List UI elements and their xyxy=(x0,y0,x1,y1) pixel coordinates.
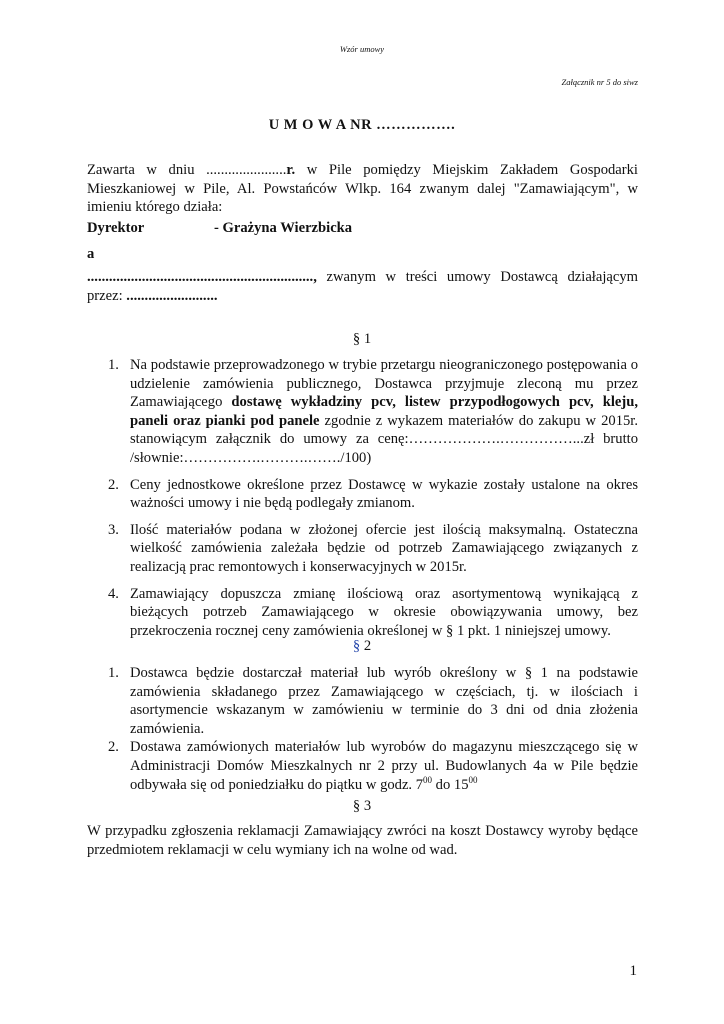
item-number: 1. xyxy=(108,665,119,681)
list-item xyxy=(87,476,638,513)
supplier-text: zwanym w treści umowy Dostawcą działającym przez: xyxy=(87,269,638,304)
item-text-a: Na podstawie przeprowadzonego w trybie przetargu nieograniczonego postępowania o udzielenie zamówienia publicznego, Dostawca przyjmuje zleconą mu przez Zamawiającego xyxy=(130,357,638,411)
contract-title: U M O W A NR ……………. xyxy=(268,117,456,133)
director-line xyxy=(87,219,638,238)
item-text: Dostawca będzie dostarczał materiał lub wyrób określony w § 1 na podstawie zamówienia składanego przez Zamawiającego w częściach, tj. w ilościach i asortymencie wskazanym w zamówieniu w terminie do 3 dni od dnia złożenia zamówienia. xyxy=(130,665,638,737)
section-symbol: § xyxy=(352,638,361,654)
item-text: Ceny jednostkowe określone przez Dostawcę w wykazie zostały ustalone na okres ważności umowy i nie będą podlegały zmianom. xyxy=(130,476,638,512)
intro-paragraph xyxy=(87,161,638,217)
intro-part1: Zawarta w dniu ...................... xyxy=(87,162,287,178)
section-1-list xyxy=(87,356,638,648)
section-3-heading: § 3 xyxy=(352,798,372,814)
list-item xyxy=(87,664,638,738)
header-center: Wzór umowy xyxy=(339,44,385,54)
item-number: 4. xyxy=(108,585,119,602)
section-3-paragraph: W przypadku zgłoszenia reklamacji Zamawiający zwróci na koszt Dostawcy wyroby będące przedmiotem reklamacji w celu wymiany ich na wolne od wad. xyxy=(87,823,638,858)
director-label: Dyrektor xyxy=(87,220,145,236)
list-item xyxy=(87,521,638,577)
supplier-paragraph xyxy=(87,268,638,305)
item-number: 2. xyxy=(108,739,119,756)
item-text-bold: dostawę wykładziny pcv, listew przypodłogowych pcv, kleju, paneli oraz pianki pod panele xyxy=(130,394,638,429)
director-name: - Grażyna Wierzbicka xyxy=(214,220,353,236)
page-number: 1 xyxy=(629,963,637,979)
intro-part2: w Pile pomiędzy Miejskim Zakładem Gospodarki Mieszkaniowej w Pile, Al. Powstańców Wlkp. 164 zwanym dalej "Zamawiającym", w imieniu którego działa: xyxy=(87,162,638,216)
item-text-mid: do 15 xyxy=(432,776,469,793)
item-text: Dostawa zamówionych materiałów lub wyrobów do magazynu mieszczącego się w Administracji Domów Mieszkalnych nr 2 przy ul. Budowlanych 4a w Pile będzie odbywała się od poniedziałku do piątku w godz. 7 xyxy=(130,739,638,793)
time-superscript: 00 xyxy=(468,774,478,785)
supplier-dots2: ......................... xyxy=(126,287,218,304)
section-2-list xyxy=(87,664,638,794)
section-number: 2 xyxy=(360,638,372,654)
item-number: 2. xyxy=(108,476,119,493)
item-text: Zamawiający dopuszcza zmianę ilościową oraz asortymentową wynikającą z bieżących potrzeb Zamawiającego w okresie obowiązywania umowy, bez przekroczenia rocznej ceny zamówienia określonej w § 1 pkt. 1 niniejszej umowy. xyxy=(130,585,638,639)
list-item xyxy=(87,356,638,468)
list-item xyxy=(87,738,638,794)
list-item xyxy=(87,585,638,641)
time-superscript: 00 xyxy=(423,774,433,785)
item-number: 1. xyxy=(108,357,119,373)
item-text: Ilość materiałów podana w złożonej ofercie jest ilością maksymalną. Ostateczna wielkość zamówienia zależała będzie od potrzeb Zamawiającego związanych z realizacją prac remontowych i konserwacyjnych w 2015r. xyxy=(130,521,638,575)
item-text-c: zgodnie z wykazem materiałów do zakupu w 2015r. stanowiącym załącznik do umowy za cenę:……………….……………...zł brutto /słownie:…………….……….……./100) xyxy=(130,412,638,466)
and-line: a xyxy=(87,246,95,262)
section-2-heading xyxy=(0,638,724,655)
supplier-dots: .............................................................., xyxy=(87,269,317,285)
section-1-heading: § 1 xyxy=(352,331,372,347)
intro-part1-bold: r. xyxy=(286,162,296,178)
item-number: 3. xyxy=(108,521,119,538)
header-attachment-note: Załącznik nr 5 do siwz xyxy=(561,77,638,87)
